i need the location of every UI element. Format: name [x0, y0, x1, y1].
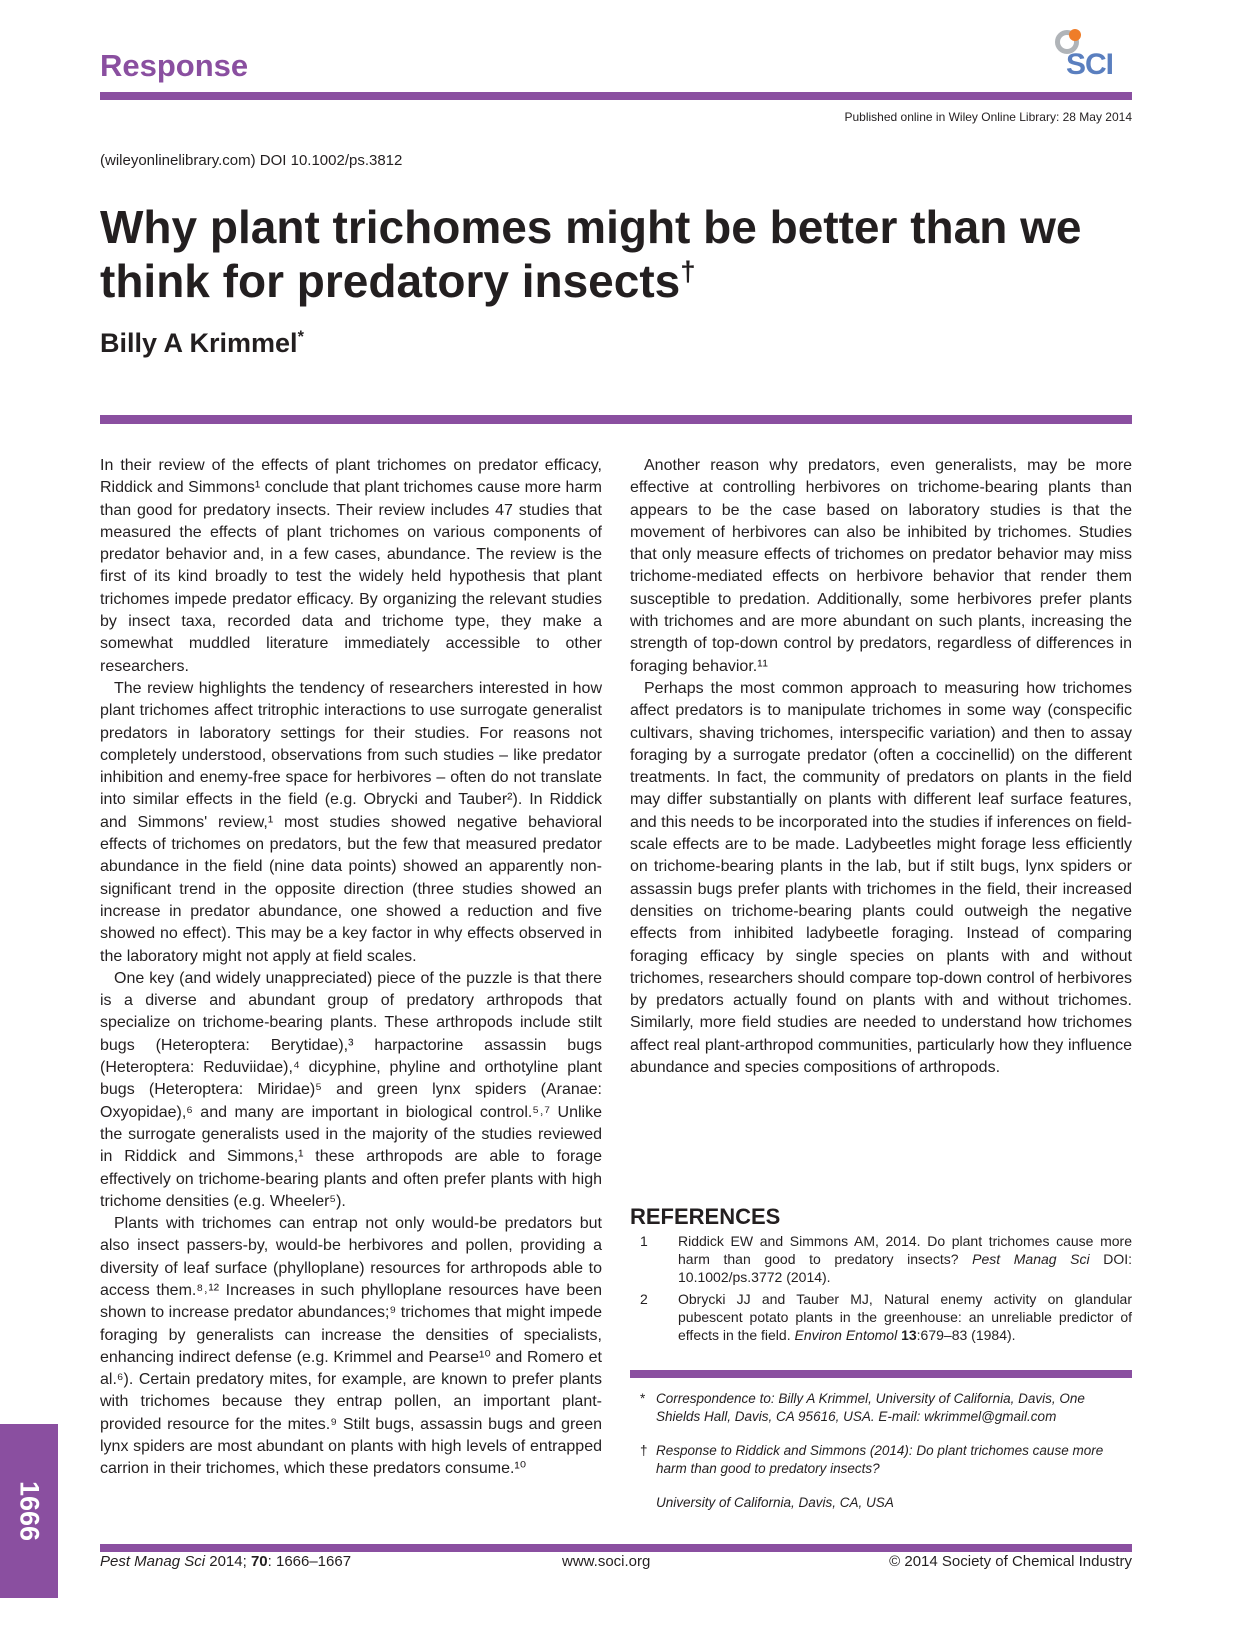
- paragraph-5: Another reason why predators, even generalists, may be more effective at controlling herbivores on trichome-bearing plants than appears to be the case based on laboratory studies is that the movement of herbivores can also be inhibited by trichomes. Studies that only measure effects of trichomes on predator behavior may miss trichome-mediated effects on herbivore behavior that render them susceptible to predation. Additionally, some herbivores prefer plants with trichomes and are more abundant on such plants, increasing the strength of top-down control by predators, regardless of differences in foraging behavior.¹¹: [630, 457, 1132, 675]
- affiliation-note: University of California, Davis, CA, USA: [656, 1495, 894, 1510]
- paragraph-4: Plants with trichomes can entrap not only would-be predators but also insect passers-by, would-be herbivores and pollen, providing a diversity of leaf surface (phylloplane) resources for arthropods able to access them.⁸˒¹² Increases in such phylloplane resources have been shown to increase predator abundances;⁹ trichomes that might impede foraging by generalists can increase the densities of specialists, enhancing indirect defense (e.g. Krimmel and Pearse¹⁰ and Romero et al.⁶). Certain predatory mites, for example, are known to prefer plants with trichomes because they entrap pollen, an important plant-provided resource for the mites.⁹ Stilt bugs, assassin bugs and green lynx spiders are most abundant on plants with high levels of entrapped carrion in their trichomes, which these predators consume.¹⁰: [100, 1215, 602, 1478]
- paragraph-1: In their review of the effects of plant trichomes on predator efficacy, Riddick and Simmons¹ conclude that plant trichomes cause more harm than good for predatory insects. Their review includes 47 studies that measured the effects of plant trichomes on various components of predator behavior and, in a few cases, abundance. The review is the first of its kind broadly to test the widely held hypothesis that plant trichomes impede predator efficacy. By organizing the relevant studies by insect taxa, recorded data and trichome type, they make a somewhat muddled literature immediately accessible to other researchers.: [100, 457, 602, 675]
- author-asterisk: *: [297, 328, 304, 346]
- page-number: 1666: [14, 1480, 45, 1542]
- paragraph-3: One key (and widely unappreciated) piece of the puzzle is that there is a diverse and abundant group of predatory arthropods that specialize on trichome-bearing plants. These arthropods include stilt bugs (Heteroptera: Berytidae),³ harpactorine assassin bugs (Heteroptera: Reduviidae),⁴ dicyphine, phyline and orthotyline plant bugs (Heteroptera: Miridae)⁵ and green lynx spiders (Aranae: Oxyopidae),⁶ and many are important in biological control.⁵˒⁷ Unlike the surrogate generalists used in the majority of the studies reviewed in Riddick and Simmons,¹ these arthropods are able to forage effectively on trichome-bearing plants and often prefer plants with high trichome densities (e.g. Wheeler⁵).: [100, 969, 602, 1210]
- sci-logo: [1050, 26, 1130, 82]
- footer-rule: [100, 1544, 1132, 1552]
- footer-citation: Pest Manag Sci 2014; 70: 1666–1667: [100, 1553, 352, 1570]
- page-number-tab: [0, 1424, 58, 1598]
- header-rule: [100, 92, 1132, 100]
- title-rule: [100, 415, 1132, 424]
- paragraph-6: Perhaps the most common approach to measuring how trichomes affect predators is to manipulate trichomes in some way (conspecific cultivars, shaving trichomes, interspecific variation) and then to assay foraging by a surrogate predator (often a coccinellid) on the different treatments. In fact, the community of predators on plants in the field may differ substantially on plants with different leaf surface features, and this needs to be incorporated into the studies if inferences on field-scale effects are to be made. Ladybeetles might forage less efficiently on trichome-bearing plants in the lab, but if stilt bugs, lynx spiders or assassin bugs prefer plants with trichomes in the field, their increased densities on trichome-bearing plants could outweigh the negative effects from inhibited ladybeetle foraging. Instead of comparing foraging efficacy by single species on plants with and without trichomes, researchers should compare top-down control of herbivores by predators actually found on plants with and without trichomes. Similarly, more field studies are needed to understand how trichomes affect real plant-arthropod communities, particularly how they influence abundance and species compositions of arthropods.: [630, 679, 1132, 1077]
- body-column-left: [100, 455, 602, 1481]
- reference-item: 1 Riddick EW and Simmons AM, 2014. Do plant trichomes cause more harm than good to predatory insects? Pest Manag Sci DOI: 10.1002/ps.3772 (2014).: [640, 1233, 1132, 1285]
- notes-rule: [630, 1370, 1132, 1378]
- logo-text: SCI: [1066, 48, 1114, 81]
- correspondence-note: * Correspondence to: Billy A Krimmel, University of California, Davis, One Shields Hall, Davis, CA 95616, USA. E-mail: wkrimmel@gmail.com: [640, 1391, 1085, 1424]
- references-list: [640, 1232, 1132, 1348]
- response-note: † Response to Riddick and Simmons (2014): Do plant trichomes cause more harm than good to predatory insects?: [640, 1443, 1104, 1476]
- title-dagger: †: [680, 255, 696, 287]
- article-title: Why plant trichomes might be better than we think for predatory insects†: [100, 201, 1082, 307]
- doi-line: (wileyonlinelibrary.com) DOI 10.1002/ps.3812: [100, 152, 403, 169]
- body-column-right: [630, 455, 1132, 1079]
- published-line: Published online in Wiley Online Library: 28 May 2014: [844, 110, 1132, 124]
- footer-copyright: © 2014 Society of Chemical Industry: [889, 1553, 1132, 1570]
- footer-website: www.soci.org: [562, 1553, 651, 1570]
- references-heading: REFERENCES: [630, 1204, 781, 1229]
- reference-item: 2 Obrycki JJ and Tauber MJ, Natural enemy activity on glandular pubescent potato plants in the greenhouse: an unreliable predictor of effects in the field. Environ Entomol 13:679–83 (1984).: [640, 1291, 1132, 1343]
- section-label: Response: [100, 48, 249, 83]
- author-name: Billy A Krimmel*: [100, 328, 304, 358]
- paragraph-2: The review highlights the tendency of researchers interested in how plant trichomes affect tritrophic interactions to use surrogate generalist predators in laboratory settings for their studies. For reasons not completely understood, observations from such studies – like predator inhibition and enemy-free space for herbivores – often do not translate into similar effects in the field (e.g. Obrycki and Tauber²). In Riddick and Simmons' review,¹ most studies showed negative behavioral effects of trichomes on predators, but the few that measured predator abundance in the field (nine data points) showed an apparently non-significant trend in the opposite direction (three studies showed an increase in predator abundance, one showed a reduction and five showed no effect). This may be a key factor in why effects observed in the laboratory might not apply at field scales.: [100, 679, 602, 965]
